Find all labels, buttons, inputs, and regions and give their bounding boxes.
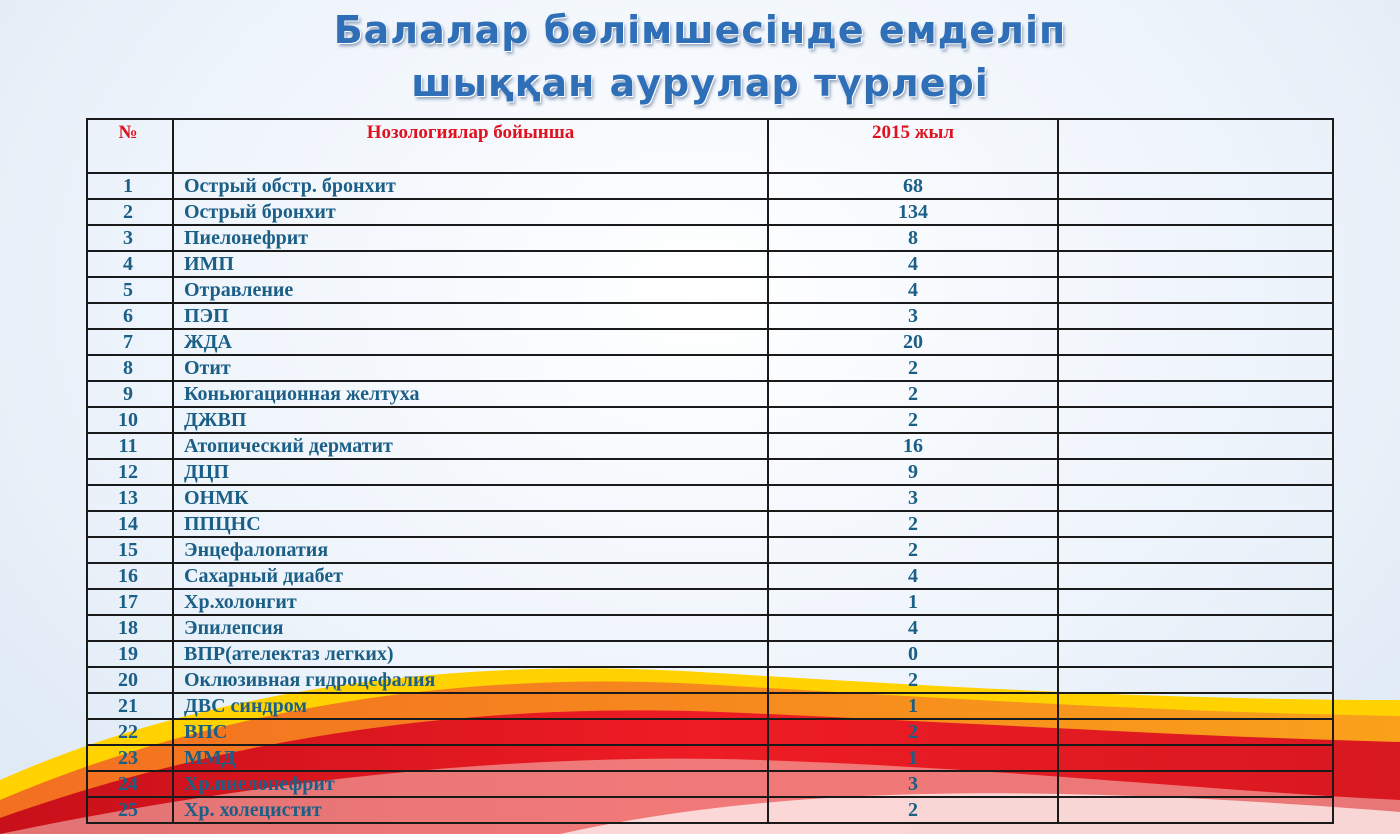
table-row xyxy=(87,433,1333,459)
table-row xyxy=(87,667,1333,693)
table-row xyxy=(87,485,1333,511)
row-count-2015: 2 xyxy=(768,537,1058,563)
table-row xyxy=(87,563,1333,589)
row-disease-name: ЖДА xyxy=(173,329,768,355)
table-row xyxy=(87,199,1333,225)
row-count-2015: 8 xyxy=(768,225,1058,251)
row-empty-cell xyxy=(1058,355,1333,381)
row-empty-cell xyxy=(1058,615,1333,641)
row-empty-cell xyxy=(1058,303,1333,329)
row-empty-cell xyxy=(1058,251,1333,277)
row-disease-name: ОНМК xyxy=(173,485,768,511)
row-disease-name: Острый бронхит xyxy=(173,199,768,225)
row-disease-name: Отит xyxy=(173,355,768,381)
row-disease-name: ВПР(ателектаз легких) xyxy=(173,641,768,667)
row-number: 5 xyxy=(87,277,173,303)
row-number: 17 xyxy=(87,589,173,615)
row-empty-cell xyxy=(1058,589,1333,615)
row-disease-name: Хр.пиелонефрит xyxy=(173,771,768,797)
row-empty-cell xyxy=(1058,407,1333,433)
row-count-2015: 4 xyxy=(768,251,1058,277)
row-empty-cell xyxy=(1058,719,1333,745)
row-number: 8 xyxy=(87,355,173,381)
row-number: 14 xyxy=(87,511,173,537)
row-count-2015: 1 xyxy=(768,693,1058,719)
row-count-2015: 4 xyxy=(768,277,1058,303)
header-empty xyxy=(1058,119,1333,173)
table-row xyxy=(87,251,1333,277)
row-disease-name: Атопический дерматит xyxy=(173,433,768,459)
row-number: 4 xyxy=(87,251,173,277)
row-number: 19 xyxy=(87,641,173,667)
row-empty-cell xyxy=(1058,329,1333,355)
row-empty-cell xyxy=(1058,459,1333,485)
header-year-2015: 2015 жыл xyxy=(768,119,1058,173)
row-number: 10 xyxy=(87,407,173,433)
table-row xyxy=(87,589,1333,615)
row-count-2015: 4 xyxy=(768,563,1058,589)
row-count-2015: 3 xyxy=(768,303,1058,329)
row-number: 13 xyxy=(87,485,173,511)
row-count-2015: 134 xyxy=(768,199,1058,225)
row-number: 18 xyxy=(87,615,173,641)
row-number: 1 xyxy=(87,173,173,199)
row-number: 7 xyxy=(87,329,173,355)
table-row xyxy=(87,277,1333,303)
row-number: 24 xyxy=(87,771,173,797)
row-empty-cell xyxy=(1058,537,1333,563)
row-count-2015: 2 xyxy=(768,511,1058,537)
table-row xyxy=(87,797,1333,823)
row-count-2015: 4 xyxy=(768,615,1058,641)
row-count-2015: 20 xyxy=(768,329,1058,355)
table-row xyxy=(87,641,1333,667)
row-count-2015: 2 xyxy=(768,667,1058,693)
row-empty-cell xyxy=(1058,511,1333,537)
table-row xyxy=(87,745,1333,771)
row-disease-name: ИМП xyxy=(173,251,768,277)
row-empty-cell xyxy=(1058,199,1333,225)
row-disease-name: Хр. холецистит xyxy=(173,797,768,823)
row-disease-name: Энцефалопатия xyxy=(173,537,768,563)
row-disease-name: Сахарный диабет xyxy=(173,563,768,589)
row-disease-name: Эпилепсия xyxy=(173,615,768,641)
row-count-2015: 2 xyxy=(768,355,1058,381)
row-count-2015: 1 xyxy=(768,745,1058,771)
row-number: 25 xyxy=(87,797,173,823)
row-disease-name: Пиелонефрит xyxy=(173,225,768,251)
page-title xyxy=(0,4,1400,110)
row-disease-name: ММД xyxy=(173,745,768,771)
row-empty-cell xyxy=(1058,667,1333,693)
header-nosology: Нозологиялар бойынша xyxy=(173,119,768,173)
row-count-2015: 68 xyxy=(768,173,1058,199)
table-row xyxy=(87,693,1333,719)
row-disease-name: ППЦНС xyxy=(173,511,768,537)
row-empty-cell xyxy=(1058,563,1333,589)
row-disease-name: ДЦП xyxy=(173,459,768,485)
row-empty-cell xyxy=(1058,745,1333,771)
row-disease-name: Острый обстр. бронхит xyxy=(173,173,768,199)
row-count-2015: 3 xyxy=(768,485,1058,511)
row-number: 11 xyxy=(87,433,173,459)
row-count-2015: 9 xyxy=(768,459,1058,485)
row-empty-cell xyxy=(1058,433,1333,459)
row-number: 3 xyxy=(87,225,173,251)
row-empty-cell xyxy=(1058,797,1333,823)
row-disease-name: ДВС синдром xyxy=(173,693,768,719)
table-row xyxy=(87,381,1333,407)
row-number: 15 xyxy=(87,537,173,563)
diseases-table xyxy=(86,118,1334,824)
row-disease-name: ДЖВП xyxy=(173,407,768,433)
row-disease-name: Коньюгационная желтуха xyxy=(173,381,768,407)
row-empty-cell xyxy=(1058,277,1333,303)
header-number: № xyxy=(87,119,173,173)
row-disease-name: Отравление xyxy=(173,277,768,303)
row-count-2015: 2 xyxy=(768,381,1058,407)
row-empty-cell xyxy=(1058,771,1333,797)
row-count-2015: 3 xyxy=(768,771,1058,797)
row-disease-name: ПЭП xyxy=(173,303,768,329)
row-count-2015: 0 xyxy=(768,641,1058,667)
table-row xyxy=(87,303,1333,329)
row-number: 2 xyxy=(87,199,173,225)
row-number: 22 xyxy=(87,719,173,745)
row-number: 9 xyxy=(87,381,173,407)
title-line-1: Балалар бөлімшесінде емделіп xyxy=(333,8,1067,52)
row-disease-name: Хр.холонгит xyxy=(173,589,768,615)
table-row xyxy=(87,225,1333,251)
row-count-2015: 2 xyxy=(768,719,1058,745)
row-empty-cell xyxy=(1058,173,1333,199)
table-row xyxy=(87,537,1333,563)
table-row xyxy=(87,407,1333,433)
title-line-2: шыққан аурулар түрлері xyxy=(411,61,989,105)
row-number: 12 xyxy=(87,459,173,485)
row-number: 23 xyxy=(87,745,173,771)
row-count-2015: 1 xyxy=(768,589,1058,615)
table-row xyxy=(87,719,1333,745)
table-row xyxy=(87,459,1333,485)
row-number: 16 xyxy=(87,563,173,589)
table-row xyxy=(87,329,1333,355)
row-count-2015: 2 xyxy=(768,797,1058,823)
row-disease-name: ВПС xyxy=(173,719,768,745)
row-empty-cell xyxy=(1058,225,1333,251)
row-empty-cell xyxy=(1058,641,1333,667)
row-number: 6 xyxy=(87,303,173,329)
table-row xyxy=(87,511,1333,537)
row-number: 20 xyxy=(87,667,173,693)
row-empty-cell xyxy=(1058,381,1333,407)
table-header-row xyxy=(87,119,1333,173)
table-row xyxy=(87,173,1333,199)
row-disease-name: Оклюзивная гидроцефалия xyxy=(173,667,768,693)
table-row xyxy=(87,615,1333,641)
row-number: 21 xyxy=(87,693,173,719)
row-empty-cell xyxy=(1058,485,1333,511)
table-row xyxy=(87,771,1333,797)
row-empty-cell xyxy=(1058,693,1333,719)
row-count-2015: 16 xyxy=(768,433,1058,459)
row-count-2015: 2 xyxy=(768,407,1058,433)
table-row xyxy=(87,355,1333,381)
